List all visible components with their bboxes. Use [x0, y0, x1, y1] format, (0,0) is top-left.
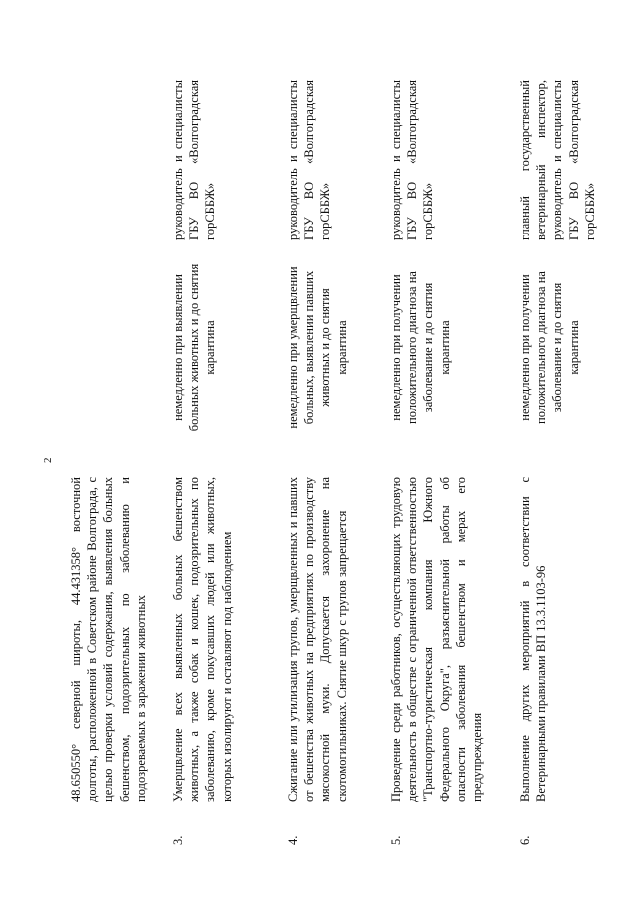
responsible-text: руководитель и специалисты ГБУ ВО «Волгоградская горСББЖ» [286, 80, 333, 240]
measure-text: 48.650550° северной широты, 44.431358° восточной долготы, расположенной в Советском районе Волгограда, с целью проверки условий содержания, выявления больных бешенством, подозрительных по заболеванию и подозреваемых в заражении животных [69, 477, 148, 802]
responsible-text: руководитель и специалисты ГБУ ВО «Волгоградская горСББЖ» [389, 80, 436, 240]
responsible-text: главный государственный ветеринарный инспектор, руководитель и специалисты ГБУ ВО «Волгоградская горСББЖ» [518, 80, 597, 240]
row-number: 5. [389, 835, 403, 845]
measure-text: Умерщвление всех выявленных больных бешенством животных, а также собак и кошек, подозрительных по заболеванию, кроме покусавших людей или животных, которых изолируют и оставляют под наблюдением [171, 477, 234, 802]
measure-text: Выполнение других мероприятий в соответствии с Ветеринарными правилами ВП 13.3.1103-96 [518, 477, 549, 802]
term-text: немедленно при получении положительного диагноза на заболевание и до снятия карантина [518, 271, 581, 424]
row-number: 3. [171, 835, 185, 845]
term-text: немедленно при получении положительного диагноза на заболевание и до снятия карантина [389, 271, 452, 424]
row-number: 4. [286, 835, 300, 845]
term-text: немедленно при умерщвлении больных, выявлении павших животных и до снятия карантина [286, 266, 349, 429]
row-number: 6. [518, 835, 532, 845]
measure-text: Проведение среди работников, осуществляющих трудовую деятельность в обществе с ограниченной ответственностью "Транспортно-туристическая компания Южного Федерального Округа", разъяснительной работы об опасности заболевания бешенством и мерах его предупреждения [389, 477, 485, 802]
measure-text: Сжигание или утилизация трупов, умерщвленных и павших от бешенства животных на предприятиях по производству мясокостной муки. Допускается захоронение на скотомогильниках. Снятие шкур с трупов запрещается [286, 477, 349, 802]
term-text: немедленно при выявлении больных животных и до снятия карантина [171, 263, 218, 432]
responsible-text: руководитель и специалисты ГБУ ВО «Волгоградская горСББЖ» [171, 80, 218, 240]
page-number: 2 [42, 457, 54, 463]
